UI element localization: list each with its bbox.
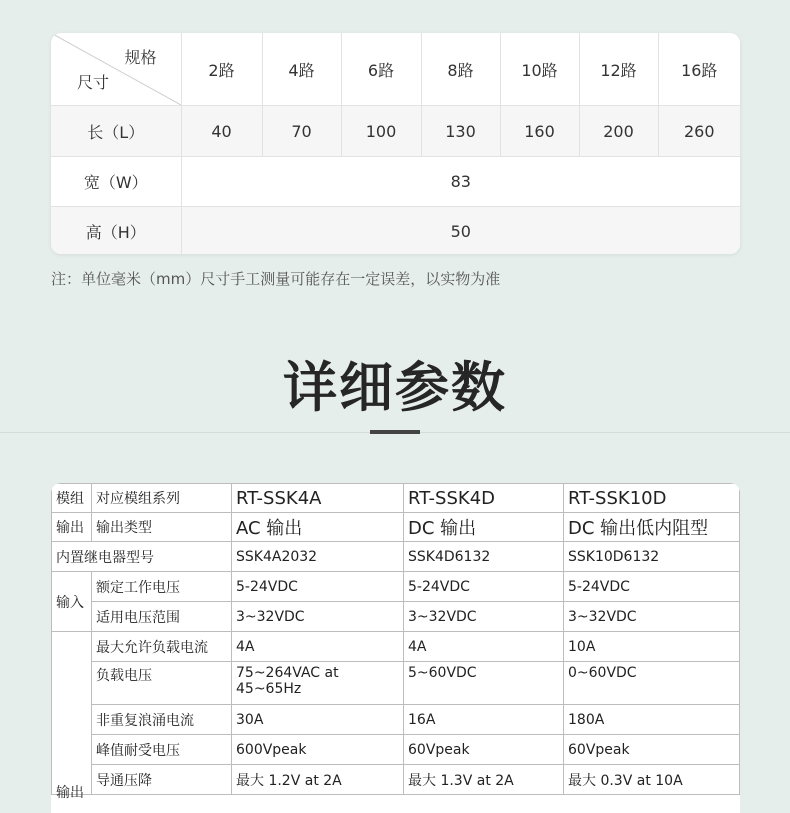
channel-header: 8路 <box>421 33 500 106</box>
output-type-label: 输出类型 <box>92 513 232 542</box>
surge-current-value: 180A <box>564 705 740 735</box>
output-type-value: AC 输出 <box>232 513 404 542</box>
voltage-range-value: 3~32VDC <box>232 602 404 632</box>
voltage-drop-value: 最大 1.2V at 2A <box>232 765 404 795</box>
relay-model-value: SSK4D6132 <box>404 542 564 572</box>
relay-model-label: 内置继电器型号 <box>52 542 232 572</box>
channel-header: 4路 <box>262 33 341 106</box>
params-table <box>51 483 740 801</box>
rated-voltage-label: 额定工作电压 <box>92 572 232 602</box>
size-table-card <box>51 33 740 254</box>
output-type-value: DC 输出低内阻型 <box>564 513 740 542</box>
surge-current-value: 30A <box>232 705 404 735</box>
rated-voltage-value: 5-24VDC <box>404 572 564 602</box>
model-group-label: 模组 <box>52 484 92 513</box>
length-label: 长（L） <box>51 106 181 157</box>
output-type-value: DC 输出 <box>404 513 564 542</box>
relay-model-value: SSK10D6132 <box>564 542 740 572</box>
width-value: 83 <box>181 157 740 207</box>
load-voltage-value: 0~60VDC <box>564 662 740 705</box>
height-value: 50 <box>450 222 471 241</box>
length-value: 100 <box>341 106 421 157</box>
channel-header: 10路 <box>500 33 579 106</box>
output-group-text: 输出 <box>56 785 84 801</box>
model-value: RT-SSK4D <box>404 484 564 513</box>
length-value: 200 <box>579 106 658 157</box>
surge-current-value: 16A <box>404 705 564 735</box>
channel-header: 6路 <box>341 33 421 106</box>
model-value: RT-SSK10D <box>564 484 740 513</box>
model-value: RT-SSK4A <box>232 484 404 513</box>
load-voltage-value: 5~60VDC <box>404 662 564 705</box>
rated-voltage-value: 5-24VDC <box>564 572 740 602</box>
voltage-range-label: 适用电压范围 <box>92 602 232 632</box>
relay-model-value: SSK4A2032 <box>232 542 404 572</box>
params-table-card <box>51 483 740 813</box>
height-label: 高（H） <box>51 207 181 255</box>
max-load-label: 最大允许负载电流 <box>92 632 232 662</box>
length-value: 130 <box>421 106 500 157</box>
length-value: 160 <box>500 106 579 157</box>
corner-header-cell <box>51 33 181 106</box>
peak-voltage-value: 60Vpeak <box>404 735 564 765</box>
voltage-drop-value: 最大 1.3V at 2A <box>404 765 564 795</box>
width-label: 宽（W） <box>51 157 181 207</box>
voltage-drop-label: 导通压降 <box>92 765 232 795</box>
max-load-value: 10A <box>564 632 740 662</box>
voltage-drop-value: 最大 0.3V at 10A <box>564 765 740 795</box>
section-divider-accent <box>370 430 420 434</box>
rated-voltage-value: 5-24VDC <box>232 572 404 602</box>
max-load-value: 4A <box>232 632 404 662</box>
length-value: 40 <box>181 106 262 157</box>
channel-header: 12路 <box>579 33 658 106</box>
voltage-range-value: 3~32VDC <box>564 602 740 632</box>
peak-voltage-label: 峰值耐受电压 <box>92 735 232 765</box>
max-load-value: 4A <box>404 632 564 662</box>
length-value: 260 <box>658 106 740 157</box>
peak-voltage-value: 60Vpeak <box>564 735 740 765</box>
output-group-label-2 <box>52 632 92 801</box>
voltage-range-value: 3~32VDC <box>404 602 564 632</box>
length-value: 70 <box>262 106 341 157</box>
channel-header: 2路 <box>181 33 262 106</box>
size-header: 尺寸 <box>77 73 110 92</box>
surge-current-label: 非重复浪涌电流 <box>92 705 232 735</box>
load-voltage-value: 75~264VAC at 45~65Hz <box>232 662 404 705</box>
section-title: 详细参数 <box>283 356 507 419</box>
channel-header: 16路 <box>658 33 740 106</box>
size-table <box>51 33 740 254</box>
peak-voltage-value: 600Vpeak <box>232 735 404 765</box>
output-group-label: 输出 <box>52 513 92 542</box>
model-series-label: 对应模组系列 <box>92 484 232 513</box>
spec-header: 规格 <box>124 48 157 67</box>
load-voltage-label: 负载电压 <box>92 662 232 705</box>
measurement-note: 注：单位毫米（mm）尺寸手工测量可能存在一定误差，以实物为准 <box>51 270 501 288</box>
input-group-label: 输入 <box>52 572 92 632</box>
diagonal-divider <box>51 33 181 105</box>
